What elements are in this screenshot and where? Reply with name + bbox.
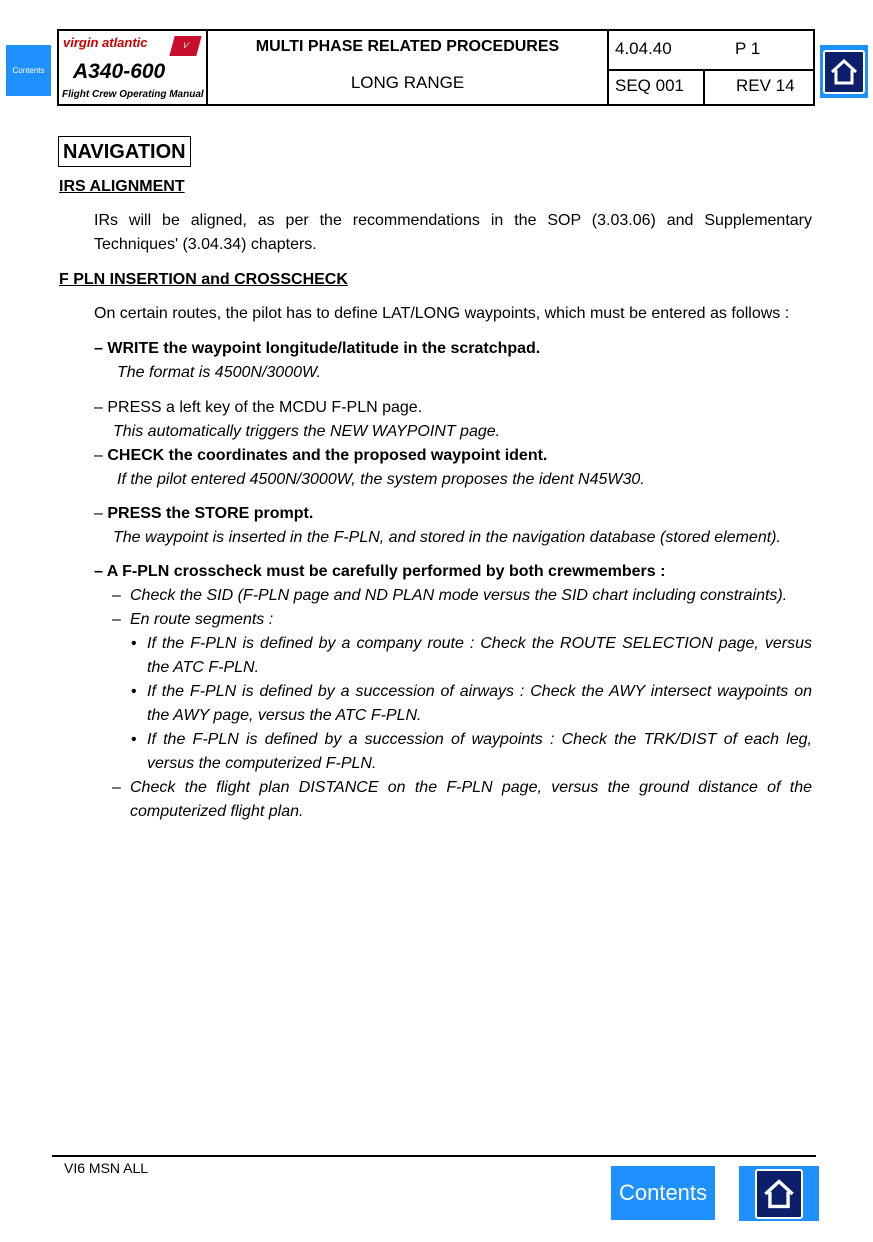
bullet-marker: • [131,635,137,652]
brand-logo-text: virgin atlantic [63,35,148,50]
step-check-text: CHECK the coordinates and the proposed waypoint ident. [107,447,548,464]
contents-button-small[interactable]: Contents [6,45,51,96]
bullet-marker: • [131,683,137,700]
sequence-number: SEQ 001 [615,76,684,95]
reference-block [608,30,814,105]
dash: – [94,505,108,522]
step-store-note: The waypoint is inserted in the F-PLN, and stored in the navigation database (stored element). [113,529,781,546]
dash-marker: – [112,611,121,628]
step-press-key-note: This automatically triggers the NEW WAYPOINT page. [113,423,501,440]
manual-name: Flight Crew Operating Manual [62,89,204,100]
home-button-top[interactable] [820,45,868,98]
check-distance: Check the flight plan DISTANCE on the F-PLN page, versus the ground distance of the computerized flight plan. [130,779,812,820]
footer-divider [52,1155,816,1157]
step-write: – WRITE the waypoint longitude/latitude in the scratchpad. [94,340,541,357]
home-icon [762,1177,796,1211]
title-block [207,30,608,105]
check-enroute: En route segments : [130,611,274,628]
step-check-note: If the pilot entered 4500N/3000W, the system proposes the ident N45W30. [117,471,645,488]
step-check [94,444,547,468]
irs-heading: IRS ALIGNMENT [59,178,185,195]
section-title: NAVIGATION [58,136,191,167]
dash: – [94,447,108,464]
home-icon [829,57,859,87]
applicability: VI6 MSN ALL [64,1160,149,1176]
bullet-marker: • [131,731,137,748]
step-press-key: – PRESS a left key of the MCDU F-PLN page. [94,399,423,416]
check-sid: Check the SID (F-PLN page and ND PLAN mode versus the SID chart including constraints). [130,587,788,604]
contents-button-large[interactable]: Contents [611,1166,715,1220]
logo-block [58,30,207,105]
step-write-note: The format is 4500N/3000W. [117,364,321,381]
aircraft-type: A340-600 [73,60,166,83]
home-button-bottom[interactable] [739,1166,819,1221]
fpln-heading: F PLN INSERTION and CROSSCHECK [59,271,348,288]
virgin-flag-icon: V [169,36,201,56]
dash-marker: – [112,779,121,796]
enroute-company-route: If the F-PLN is defined by a company route : Check the ROUTE SELECTION page, versus the ATC F-PLN. [147,635,812,676]
step-crosscheck: – A F-PLN crosscheck must be carefully performed by both crewmembers : [94,563,666,580]
dash-marker: – [112,587,121,604]
irs-paragraph: IRs will be aligned, as per the recommendations in the SOP (3.03.06) and Supplementary Techniques' (3.04.34) chapters. [94,212,812,253]
section-code: 4.04.40 [615,39,672,58]
step-store-text: PRESS the STORE prompt. [107,505,314,522]
revision-number: REV 14 [736,76,795,95]
page-header [57,29,815,106]
enroute-waypoints: If the F-PLN is defined by a succession of waypoints : Check the TRK/DIST of each leg, versus the computerized F-PLN. [147,731,812,772]
step-store [94,502,313,526]
page-number: P 1 [735,39,761,58]
fpln-intro: On certain routes, the pilot has to define LAT/LONG waypoints, which must be entered as follows : [94,305,790,322]
enroute-airways: If the F-PLN is defined by a succession of airways : Check the AWY intersect waypoints on the AWY page, versus the ATC F-PLN. [147,683,812,724]
chapter-subtitle: LONG RANGE [350,73,465,92]
chapter-title: MULTI PHASE RELATED PROCEDURES [255,38,560,55]
